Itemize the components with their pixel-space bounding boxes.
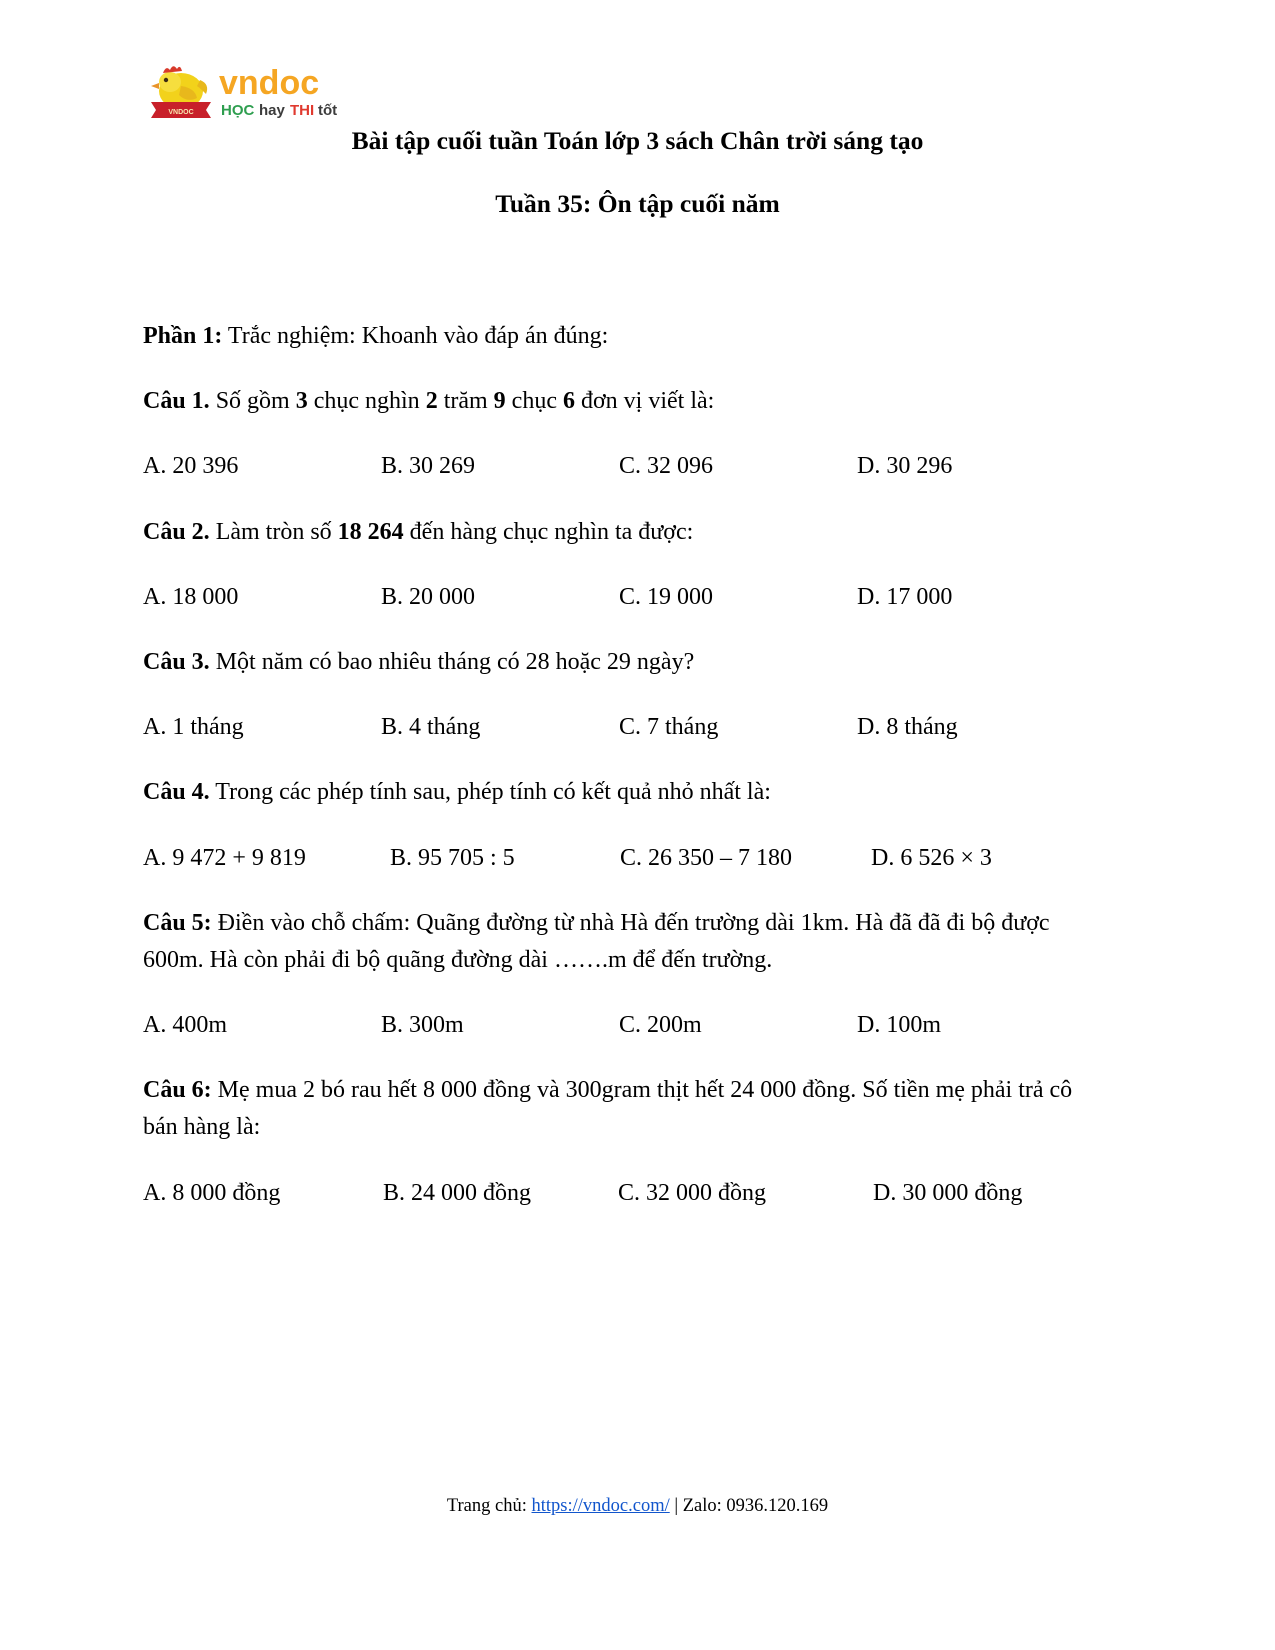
question-1-option-A[interactable]: A. 20 396 (143, 453, 239, 480)
question-1-text-part: chục (505, 388, 563, 415)
question-3-label: Câu 3. (143, 648, 210, 675)
question-1-options (143, 448, 1073, 485)
logo-brand-text: vndoc (219, 64, 320, 102)
question-3-option-A[interactable]: A. 1 tháng (143, 714, 244, 741)
question-6-prompt (143, 1072, 1073, 1146)
document-body (143, 318, 1073, 1240)
question-4-text-part: Trong các phép tính sau, phép tính có kết quả nhỏ nhất là: (209, 779, 771, 806)
question-3-text-part: Một năm có bao nhiêu tháng có 28 hoặc 29 ngày? (209, 648, 695, 675)
question-3-prompt (143, 644, 1073, 681)
question-4-prompt (143, 774, 1073, 811)
question-2-text-part: đến hàng chục nghìn ta được: (403, 518, 694, 545)
question-6-label: Câu 6: (143, 1077, 212, 1104)
page-footer (0, 1496, 1275, 1517)
footer-separator: | (669, 1496, 683, 1516)
document-subtitle: Tuần 35: Ôn tập cuối năm (495, 189, 780, 218)
question-5-prompt (143, 905, 1073, 979)
question-1-option-D[interactable]: D. 30 296 (857, 453, 953, 480)
question-2-text-part: 18 264 (337, 518, 404, 545)
question-6-options (143, 1175, 1073, 1212)
question-1-text-part: 6 (562, 388, 575, 415)
question-4-option-A[interactable]: A. 9 472 + 9 819 (143, 844, 306, 871)
question-2-label: Câu 2. (143, 518, 210, 545)
question-2-option-C[interactable]: C. 19 000 (619, 583, 714, 610)
question-5-option-C[interactable]: C. 200m (619, 1012, 702, 1039)
footer-zalo: Zalo: 0936.120.169 (682, 1496, 829, 1516)
question-3-option-D[interactable]: D. 8 tháng (857, 714, 958, 741)
question-1-text-part: trăm (437, 388, 494, 415)
footer-website-link[interactable]: https://vndoc.com/ (531, 1496, 670, 1516)
question-3-option-B[interactable]: B. 4 tháng (381, 714, 481, 741)
question-1-label: Câu 1. (143, 388, 210, 415)
vndoc-logo-icon (143, 58, 343, 120)
question-4-option-D[interactable]: D. 6 526 × 3 (871, 844, 992, 871)
questions-list (143, 383, 1073, 1212)
svg-text:VNDOC: VNDOC (168, 109, 194, 116)
question-1-prompt (143, 383, 1073, 420)
logo-tagline-4: tốt (318, 102, 338, 119)
question-1-option-C[interactable]: C. 32 096 (619, 453, 714, 480)
question-1-text-part: Số gồm (209, 388, 296, 415)
question-4-option-C[interactable]: C. 26 350 – 7 180 (620, 844, 793, 871)
question-1-option-B[interactable]: B. 30 269 (381, 453, 476, 480)
logo-tagline-3: THI (290, 102, 315, 119)
question-6-option-C[interactable]: C. 32 000 đồng (618, 1179, 767, 1206)
question-5-option-A[interactable]: A. 400m (143, 1012, 227, 1039)
question-6-option-B[interactable]: B. 24 000 đồng (383, 1179, 532, 1206)
question-2-option-A[interactable]: A. 18 000 (143, 583, 239, 610)
section-label: Phần 1: (143, 323, 223, 349)
question-3-options (143, 709, 1073, 746)
question-5-option-D[interactable]: D. 100m (857, 1012, 941, 1039)
logo-tagline-2: hay (259, 102, 285, 119)
question-1-text-part: đơn vị viết là: (574, 388, 715, 415)
question-6-option-A[interactable]: A. 8 000 đồng (143, 1179, 281, 1206)
question-2-options (143, 579, 1073, 616)
question-4-options (143, 840, 1073, 877)
question-5-option-B[interactable]: B. 300m (381, 1012, 464, 1039)
question-1-text-part: 2 (425, 388, 438, 415)
question-1-text-part: chục nghìn (307, 388, 426, 415)
question-2-option-D[interactable]: D. 17 000 (857, 583, 953, 610)
question-5-options (143, 1007, 1073, 1044)
document-title: Bài tập cuối tuần Toán lớp 3 sách Chân trời sáng tạo (351, 126, 924, 155)
section-text: Trắc nghiệm: Khoanh vào đáp án đúng: (222, 323, 609, 349)
question-5-label: Câu 5: (143, 909, 212, 936)
question-4-option-B[interactable]: B. 95 705 : 5 (390, 844, 515, 871)
question-5-text-part: Điền vào chỗ chấm: Quãng đường từ nhà Hà đến trường dài 1km. Hà đã đã đi bộ được 600m. Hà còn phải đi bộ quãng đường dài …….m để đến trường. (143, 909, 1050, 973)
question-2-prompt (143, 514, 1073, 551)
logo-tagline-1: HỌC (221, 102, 255, 119)
section-heading (143, 318, 1073, 355)
question-4-label: Câu 4. (143, 779, 210, 806)
question-2-option-B[interactable]: B. 20 000 (381, 583, 476, 610)
vndoc-logo[interactable] (143, 58, 343, 120)
question-2-text-part: Làm tròn số (209, 518, 338, 545)
question-6-option-D[interactable]: D. 30 000 đồng (873, 1179, 1023, 1206)
question-3-option-C[interactable]: C. 7 tháng (619, 714, 719, 741)
question-1-text-part: 3 (295, 388, 308, 415)
question-6-text-part: Mẹ mua 2 bó rau hết 8 000 đồng và 300gram thịt hết 24 000 đồng. Số tiền mẹ phải trả cô bán hàng là: (143, 1077, 1073, 1141)
footer-home-label: Trang chủ: (446, 1496, 532, 1516)
question-1-text-part: 9 (493, 388, 506, 415)
